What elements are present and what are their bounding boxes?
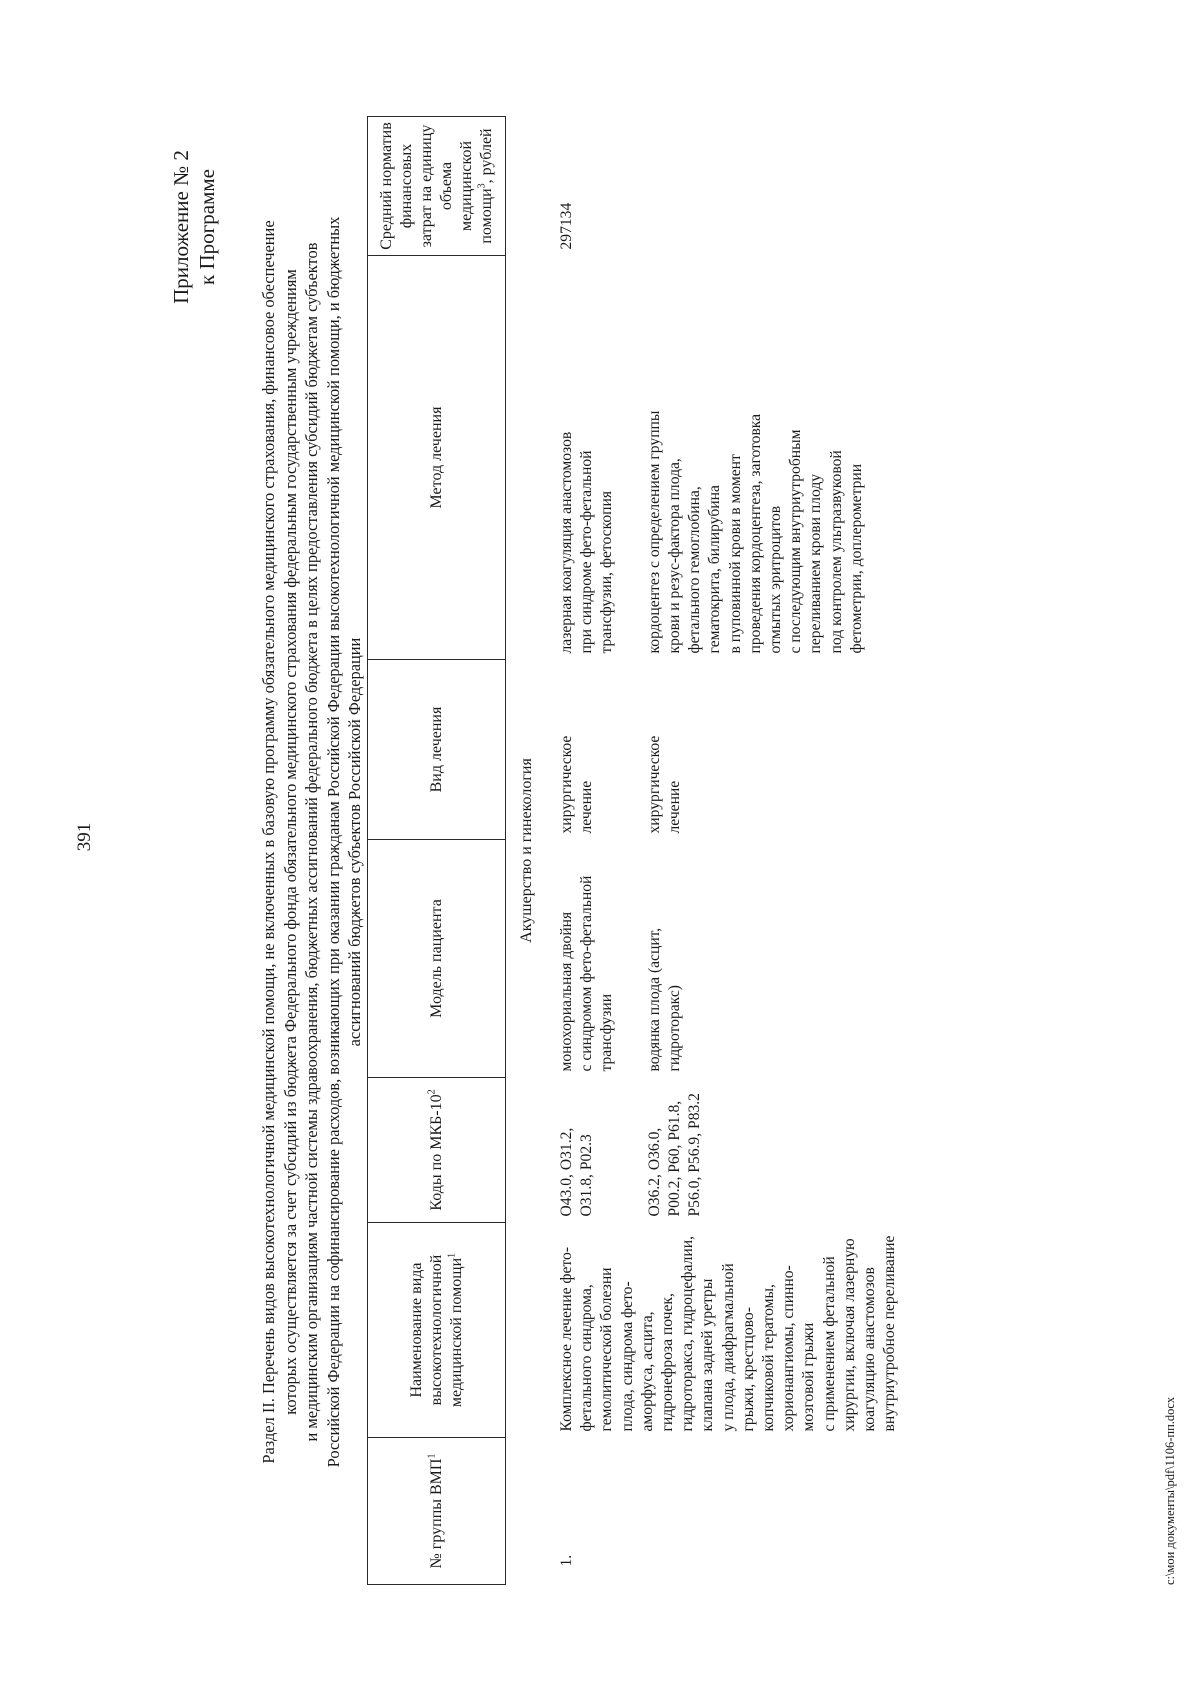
header-treatment-method: Метод лечения	[368, 256, 506, 660]
cell-treatment-type: хирургическое лечение	[558, 735, 596, 834]
section-title-line: Российской Федерации на софинансирование расходов, возникающих при оказании гражданам Российской Федерации высокотехнологичной медицинской помощи, и бюджетных	[323, 216, 343, 1468]
appendix-title: Приложение № 2	[169, 150, 193, 304]
cell-treatment-method: лазерная коагуляция анастомозов при синдроме фето-фетальной трансфузии, фетоскопия	[558, 431, 616, 654]
cell-vmp-name: Комплексное лечение фето- фетального синдрома, гемолитической болезни плода, синдрома фето- аморфуса, асцита, гидронефроза почек, гидроторакса, гидроцефалии, клапана задней уретры у плода, диафрагмальной грыжи, крестцово- копчиковой тератомы, хорионангиомы, спинно- мозговой грыжи с применением фетальной хирургии, включая лазерную коагуляцию анастомозов внутриутробное переливание	[558, 1235, 899, 1432]
vmp-table	[367, 116, 900, 1585]
table-section-row	[506, 117, 552, 1585]
section-label: Акушерство и гинекология	[518, 758, 535, 943]
cell-icd-codes: O43.0, O31.2, O31.8, P02.3	[558, 1127, 596, 1217]
cell-patient-model: водянка плода (асцит, гидроторакс)	[645, 927, 684, 1072]
section-title-line: которых осуществляется за счет субсидий из бюджета Федерального фонда обязательного медицинского страхования федеральным государственным учреждениям	[280, 269, 300, 1415]
table-header-row	[368, 117, 506, 1585]
cell-group-number: 1.	[558, 1554, 575, 1567]
section-title	[258, 122, 366, 1562]
cell-cost-standard: 297134	[558, 202, 575, 250]
section-title-line: и медицинским организациям частной системы здравоохранения, бюджетных ассигнований федерального бюджета в целях предоставления субсидий бюджетам субъектов	[302, 242, 322, 1442]
cell-treatment-method: кордоцентез с определением группы крови и резус-фактора плода, фетального гемоглобина, гематокрита, билирубина в пуповинной крови в момент проведения кордоцентеза, заготовка отмытых эритроцитов с последующим внутриутробным переливанием крови плоду под контролем ультразвуковой фетометрии, доплерометрии	[645, 410, 865, 654]
header-group-number: № группы ВМП$^1$	[368, 1438, 506, 1585]
appendix-heading	[168, 87, 220, 367]
header-vmp-name: Наименование вида высокотехнологичной медицинской помощи$^1$	[368, 1223, 506, 1438]
appendix-subtitle: к Программе	[195, 169, 219, 285]
header-icd-codes: Коды по МКБ-$10^2$	[368, 1078, 506, 1223]
footer-file-path: c:\мои документы\pdf\1106-пп.docx	[1163, 1396, 1177, 1585]
header-treatment-type: Вид лечения	[368, 660, 506, 840]
section-title-line: ассигнований бюджетов субъектов Российской Федерации	[345, 637, 365, 1047]
table-row	[551, 117, 627, 1585]
header-cost-standard: Средний норматив финансовых затрат на единицу объема медицинской помощи$^3$, рублей	[368, 117, 506, 256]
cell-patient-model: монохориальная двойня с синдромом фето-фетальной трансфузии	[558, 875, 616, 1072]
cell-icd-codes: O36.2, O36.0, P00.2, P60, P61.8, P56.0, P56.9, P83.2	[645, 1093, 704, 1217]
cell-treatment-type: хирургическое лечение	[645, 735, 684, 834]
page-number: 391	[74, 822, 95, 852]
header-patient-model: Модель пациента	[368, 840, 506, 1078]
section-title-line: Раздел II. Перечень видов высокотехнологичной медицинской помощи, не включенных в базовую программу обязательного медицинского страхования, финансовое обеспечение	[259, 220, 278, 1464]
